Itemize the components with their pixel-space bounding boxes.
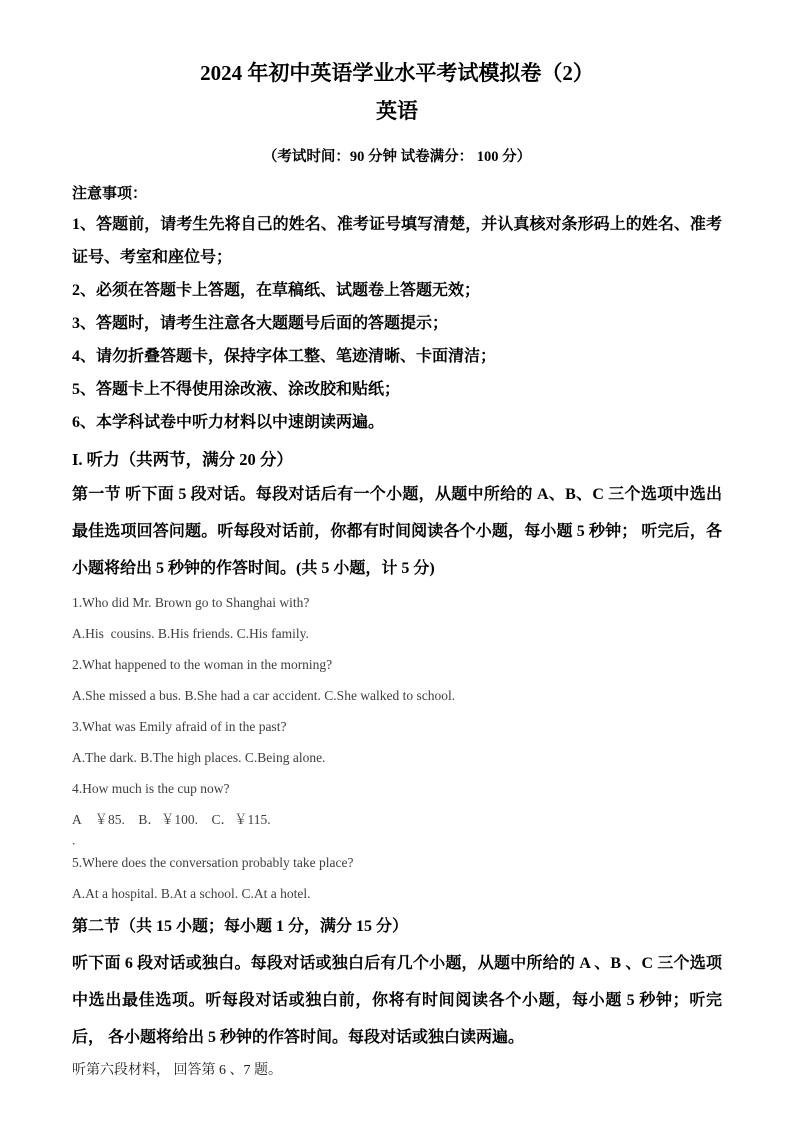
question-block-4 <box>72 773 722 835</box>
question-4-options: A ￥85. B．￥100. C．￥115. <box>72 812 271 827</box>
page-title: 2024 年初中英语学业水平考试模拟卷（2） <box>200 61 594 85</box>
question-block-1 <box>72 587 722 649</box>
question-block-2 <box>72 649 722 711</box>
part1-intro: 第一节 听下面 5 段对话。每段对话后有一个小题，从题中所给的 A、B、C 三个选项中选出最佳选项回答问题。听每段对话前，你都有时间阅读各个小题，每小题 5 秒钟； 听完后，各小题将给出 5 秒钟的作答时间。(共 5 小题，计 5 分) <box>72 486 722 577</box>
section1-heading: I. 听力（共两节，满分 20 分） <box>72 450 293 469</box>
notice-title: 注意事项： <box>72 186 148 202</box>
notice-item-5: 5、答题卡上不得使用涂改液、涂改胶和贴纸； <box>72 381 401 398</box>
part2-heading: 第二节（共 15 小题；每小题 1 分，满分 15 分） <box>72 918 409 935</box>
part2-intro: 听下面 6 段对话或独白。每段对话或独白后有几个小题，从题中所给的 A 、B 、C 三个选项 中选出最佳选项。听每段对话或独白前，你将有时间阅读各个小题，每小题 5 秒钟；听完后， 各小题将给出 5 秒钟的作答时间。每段对话或独白读两遍。 <box>72 955 722 1046</box>
question-3-options: A.The dark. B.The high places. C.Being alone. <box>72 750 326 765</box>
question-2-text: 2.What happened to the woman in the morning? <box>72 657 333 672</box>
exam-info: （考试时间：90 分钟 试卷满分： 100 分） <box>262 149 532 165</box>
question-3-text: 3.What was Emily afraid of in the past? <box>72 719 287 734</box>
question-2-options: A.She missed a bus. B.She had a car accident. C.She walked to school. <box>72 688 456 703</box>
notice-item-6: 6、本学科试卷中听力材料以中速朗读两遍。 <box>72 414 385 431</box>
question-block-5 <box>72 847 722 909</box>
question-5-text: 5.Where does the conversation probably take place? <box>72 855 354 870</box>
stray-period: ． <box>72 835 83 847</box>
question-4-text: 4.How much is the cup now? <box>72 781 230 796</box>
question-block-3 <box>72 711 722 773</box>
notice-item-3: 3、答题时，请考生注意各大题题号后面的答题提示； <box>72 315 449 332</box>
notice-item-4: 4、请勿折叠答题卡，保持字体工整、笔迹清晰、卡面清洁； <box>72 348 497 365</box>
question-1-text: 1.Who did Mr. Brown go to Shanghai with? <box>72 595 310 610</box>
question-1-options: A.His cousins. B.His friends. C.His family. <box>72 626 309 641</box>
notice-item-2: 2、必须在答题卡上答题，在草稿纸、试题卷上答题无效； <box>72 282 481 299</box>
subject-title: 英语 <box>376 99 418 123</box>
notice-item-1: 1、答题前，请考生先将自己的姓名、准考证号填写清楚，并认真核对条形码上的姓名、准考证号、考室和座位号； <box>72 216 722 266</box>
question-5-options: A.At a hospital. B.At a school. C.At a hotel. <box>72 886 311 901</box>
part2-note: 听第六段材料， 回答第 6 、7 题。 <box>72 1063 282 1078</box>
